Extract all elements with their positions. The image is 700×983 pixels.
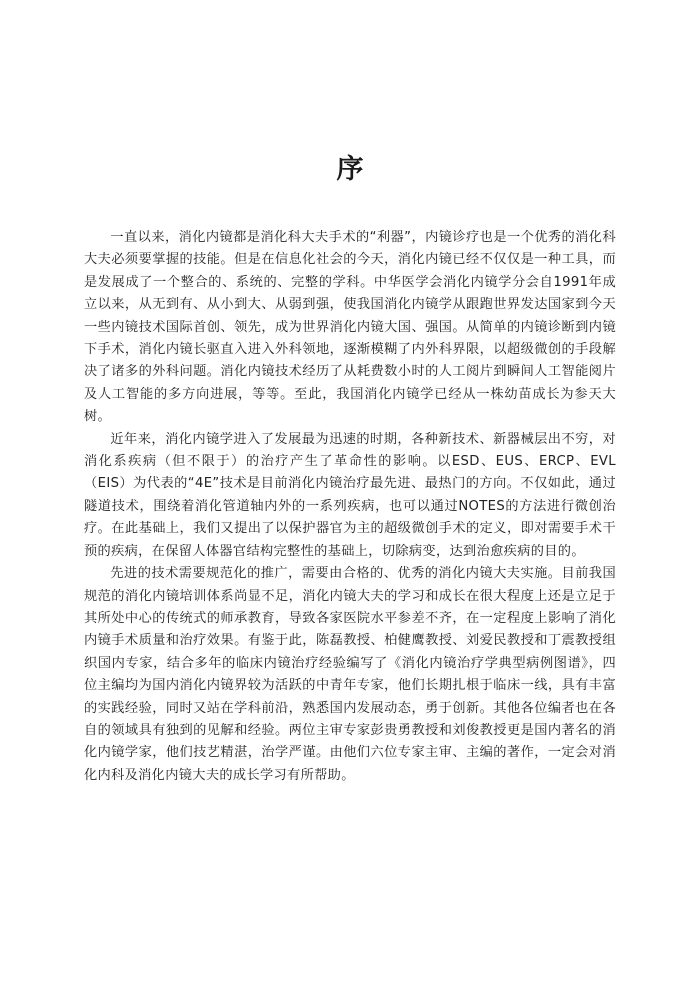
- preface-title: 序: [336, 154, 364, 185]
- paragraph: 近年来，消化内镜学进入了发展最为迅速的时期，各种新技术、新器械层出不穷，对消化系疾病（但不限于）的治疗产生了革命性的影响。以ESD、EUS、ERCP、EVL（EIS）为代表的“4E”技术是目前消化内镜治疗最先进、最热门的方向。不仅如此，通过隧道技术，围绕着消化管道轴内外的一系列疾病，也可以通过NOTES的方法进行微创治疗。在此基础上，我们又提出了以保护器官为主的超级微创手术的定义，即对需要手术干预的疾病，在保留人体器官结构完整性的基础上，切除病变，达到治愈疾病的目的。: [84, 431, 616, 559]
- paragraph: 先进的技术需要规范化的推广，需要由合格的、优秀的消化内镜大夫实施。目前我国规范的消化内镜培训体系尚显不足，消化内镜大夫的学习和成长在很大程度上还是立足于其所处中心的传统式的师承教育，导致各家医院水平参差不齐，在一定程度上影响了消化内镜手术质量和治疗效果。有鉴于此，陈磊教授、柏健鹰教授、刘爱民教授和丁震教授组织国内专家，结合多年的临床内镜治疗经验编写了《消化内镜治疗学典型病例图谱》，四位主编均为国内消化内镜界较为活跃的中青年专家，他们长期扎根于临床一线，具有丰富的实践经验，同时又站在学科前沿，熟悉国内发展动态，勇于创新。其他各位编者也在各自的领域具有独到的见解和经验。两位主审专家彭贵勇教授和刘俊教授更是国内著名的消化内镜学家，他们技艺精湛，治学严谨。由他们六位专家主审、主编的著作，一定会对消化内科及消化内镜大夫的成长学习有所帮助。: [84, 566, 616, 783]
- paragraph: 一直以来，消化内镜都是消化科大夫手术的“利器”，内镜诊疗也是一个优秀的消化科大夫必须要掌握的技能。但是在信息化社会的今天，消化内镜已经不仅仅是一种工具，而是发展成了一个整合的、系统的、完整的学科。中华医学会消化内镜学分会自1991年成立以来，从无到有、从小到大、从弱到强，使我国消化内镜学从跟跑世界发达国家到今天一些内镜技术国际首创、领先，成为世界消化内镜大国、强国。从简单的内镜诊断到内镜下手术，消化内镜长驱直入进入外科领地，逐渐模糊了内外科界限，以超级微创的手段解决了诸多的外科问题。消化内镜技术经历了从耗费数小时的人工阅片到瞬间人工智能阅片及人工智能的多方向进展，等等。至此，我国消化内镜学已经从一株幼苗成长为参天大树。: [84, 230, 616, 425]
- preface-body: [84, 227, 616, 787]
